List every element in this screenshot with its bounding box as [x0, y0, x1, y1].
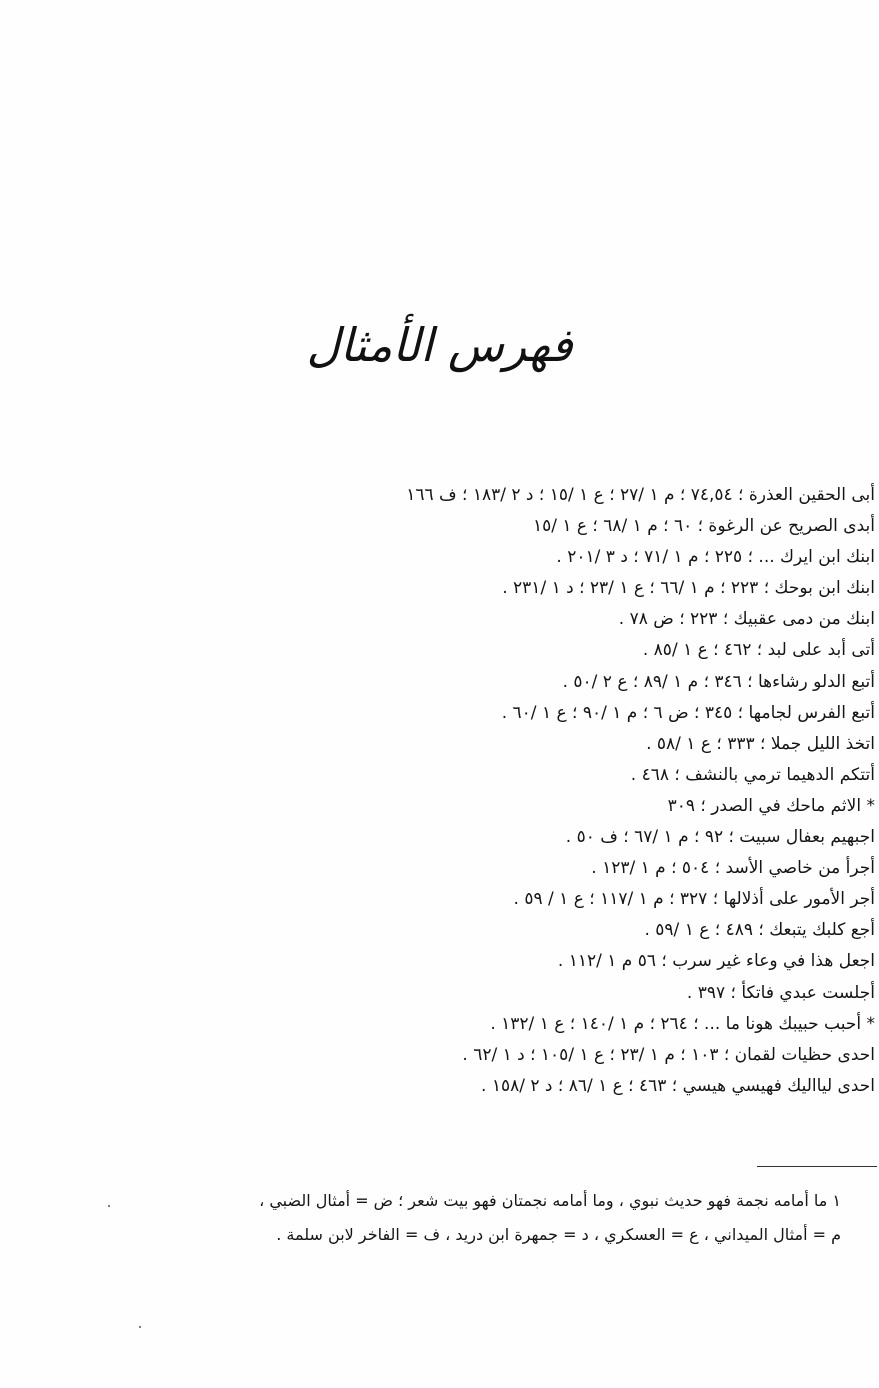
footnote [81, 1184, 841, 1252]
list-item: أجر الأمور على أذلالها ؛ ٣٢٧ ؛ م ١ /١١٧ ؛ ع ١ / ٥٩ . [513, 889, 875, 910]
page-title: فهرس الأمثال [306, 318, 573, 372]
list-item: أبى الحقين العذرة ؛ ٧٤,٥٤ ؛ م ١ /٢٧ ؛ ع ١ /١٥ ؛ د ٢ /١٨٣ ؛ ف ١٦٦ [406, 485, 875, 505]
list-item: أبدى الصريح عن الرغوة ؛ ٦٠ ؛ م ١ /٦٨ ؛ ع ١ /١٥ [532, 516, 875, 537]
list-item: احدى ليااليك فهيسي هيسي ؛ ٤٦٣ ؛ ع ١ /٨٦ ؛ د ٢ /١٥٨ . [481, 1075, 875, 1096]
scan-speck [108, 1205, 110, 1207]
list-item: أجرأ من خاصي الأسد ؛ ٥٠٤ ؛ م ١ /١٢٣ . [591, 858, 875, 879]
footnote-divider [757, 1166, 877, 1167]
list-item: احدى حظيات لقمان ؛ ١٠٣ ؛ م ١ /٢٣ ؛ ع ١ /١٠٥ ؛ د ١ /٦٢ . [462, 1044, 875, 1065]
list-item: اتخذ الليل جملا ؛ ٣٣٣ ؛ ع ١ /٥٨ . [646, 733, 875, 754]
list-item: أتى أبد على لبد ؛ ٤٦٢ ؛ ع ١ /٨٥ . [642, 640, 875, 661]
list-item: ابنك ابن ايرك ... ؛ ٢٢٥ ؛ م ١ /٧١ ؛ د ٣ /٢٠١ . [556, 547, 875, 568]
list-item: اجعل هذا في وعاء غير سرب ؛ ٥٦ م ١ /١١٢ . [557, 951, 875, 972]
list-item: أتتكم الدهيما ترمي بالنشف ؛ ٤٦٨ . [630, 764, 875, 785]
list-item: أتبع الدلو رشاءها ؛ ٣٤٦ ؛ م ١ /٨٩ ؛ ع ٢ /٥٠ . [562, 671, 875, 692]
list-item: ابنك ابن بوحك ؛ ٢٢٣ ؛ م ١ /٦٦ ؛ ع ١ /٢٣ ؛ د ١ /٢٣١ . [502, 578, 875, 599]
list-item: أتبع الفرس لجامها ؛ ٣٤٥ ؛ ض ٦ ؛ م ١ /٩٠ ؛ ع ١ /٦٠ . [501, 702, 875, 723]
list-item: اجبهيم بعفال سبيت ؛ ٩٢ ؛ م ١ /٦٧ ؛ ف ٥٠ . [565, 827, 875, 848]
list-item: أجلست عبدي فاتكأ ؛ ٣٩٧ . [686, 982, 875, 1003]
footnote-line: ١ ما أمامه نجمة فهو حديث نبوي ، وما أمامه نجمتان فهو بيت شعر ؛ ض = أمثال الضبي ، [259, 1191, 841, 1210]
list-item: ابنك من دمى عقبيك ؛ ٢٢٣ ؛ ض ٧٨ . [618, 609, 875, 630]
list-item: * أحبب حبيبك هونا ما ... ؛ ٢٦٤ ؛ م ١ /١٤٠ ؛ ع ١ /١٣٢ . [490, 1013, 875, 1034]
footnote-line: م = أمثال الميداني ، ع = العسكري ، د = جمهرة ابن دريد ، ف = الفاخر لابن سلمة . [276, 1225, 841, 1244]
list-item: أجع كلبك يتبعك ؛ ٤٨٩ ؛ ع ١ /٥٩ . [644, 920, 875, 941]
proverb-index-list [255, 480, 875, 1102]
scan-speck [139, 1326, 141, 1328]
list-item: * الاثم ماحك في الصدر ؛ ٣٠٩ [667, 795, 875, 816]
